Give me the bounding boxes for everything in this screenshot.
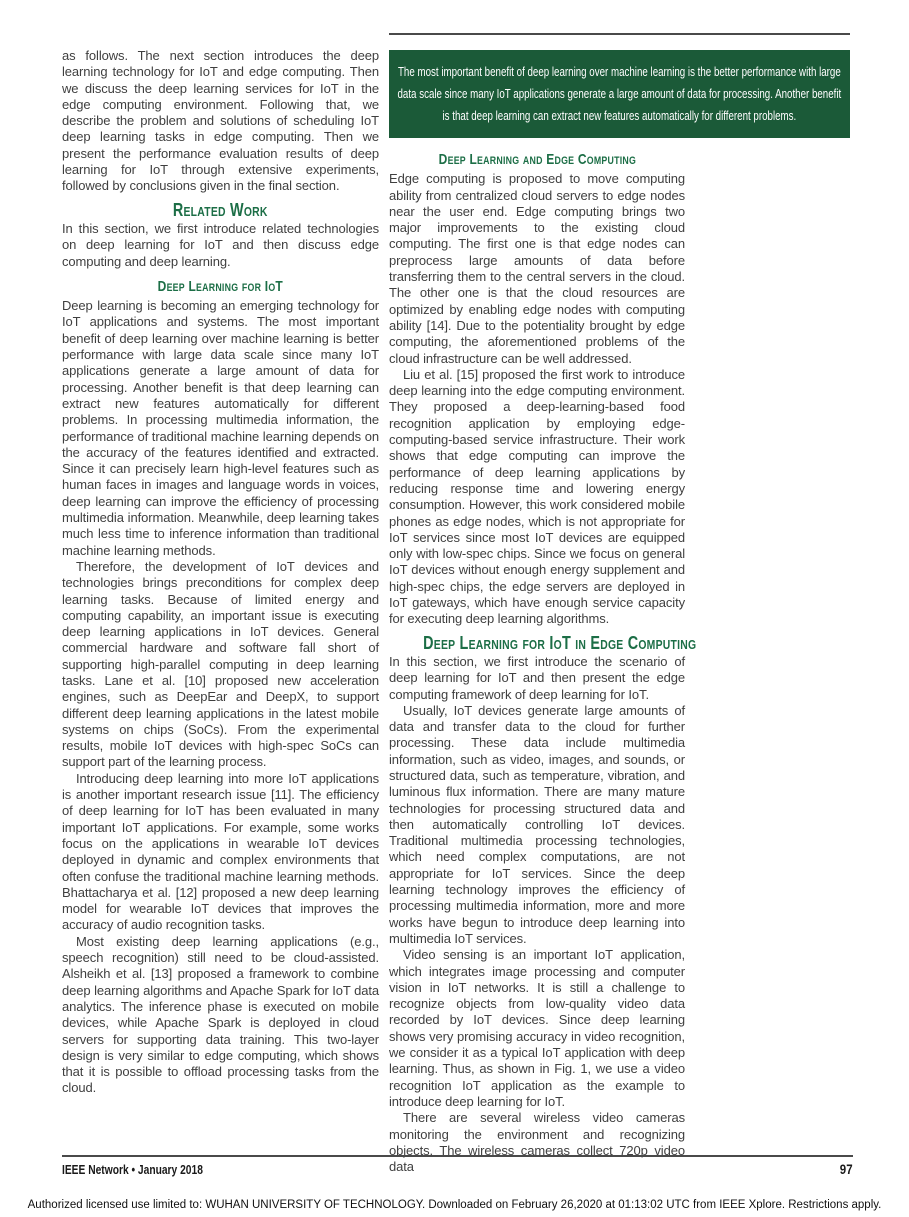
pull-quote-top-rule	[389, 33, 850, 35]
paragraph: There are several wireless video cameras monitoring the environment and recognizing objects. The wireless cameras collect 720p video data	[389, 1110, 685, 1175]
footer-journal-text: IEEE Network • January 2018	[62, 1163, 203, 1177]
paragraph: Edge computing is proposed to move computing ability from centralized cloud servers to edge nodes near the user end. Edge computing brings two major improvements to the existing cloud computing. The first one is that edge nodes can preprocess large amounts of data before transferring them to the central servers in the cloud. The other one is that the cloud resources are optimized by enabling edge nodes with computing ability [14]. Due to the potentiality brought by edge computing, the aforementioned problems of the cloud infrastructure can be well addressed.	[389, 171, 685, 366]
footer-page-number-text: 97	[840, 1161, 853, 1177]
paragraph: Deep learning is becoming an emerging technology for IoT applications and systems. The most important benefit of deep learning over machine learning is better performance with large data scale since many IoT applications generate a large amount of data for processing. Another benefit is that deep learning can extract new features automatically for different problems. In processing multimedia information, the performance of traditional machine learning depends on the accuracy of the features identified and extracted. Since it can precisely learn high-level features such as human faces in images and language words in voices, deep learning can improve the efficiency of processing multimedia information. Meanwhile, deep learning takes much less time to inference information than traditional machine learning methods.	[62, 298, 379, 558]
section-heading-deep-learning-for-iot-in-edge-computing	[389, 632, 697, 653]
sub-heading-text: Deep Learning and Edge Computing	[438, 151, 636, 168]
paragraph: In this section, we first introduce the scenario of deep learning for IoT and then present the edge computing framework of deep learning for IoT.	[389, 653, 685, 702]
paragraph: as follows. The next section introduces the deep learning technology for IoT and edge computing. Then we discuss the deep learning services for IoT in the edge computing environment. Following that, we describe the problem and solutions of scheduling IoT deep learning tasks in edge computing. Then we present the performance evaluation results of deep learning for IoT through extensive experiments, followed by conclusions given in the final section.	[62, 48, 379, 194]
paragraph: In this section, we first introduce related technologies on deep learning for IoT and then discuss edge computing and deep learning.	[62, 220, 379, 269]
paragraph: Introducing deep learning into more IoT applications is another important research issue [11]. The efficiency of deep learning for IoT has been evaluated in many important IoT applications. For example, some works focus on the applications in wearable IoT devices deployed in dynamic and complex environments that often confuse the traditional machine learning methods. Bhattacharya et al. [12] proposed a new deep learning model for wearable IoT devices that improves the accuracy of audio recognition tasks.	[62, 770, 379, 933]
footer-rule	[62, 1155, 853, 1157]
paragraph: Liu et al. [15] proposed the first work to introduce deep learning into the edge computing environment. They proposed a deep-learning-based food recognition application by employing edge-computing-based service infrastructure. Their work shows that edge computing can improve the performance of deep learning applications by reducing response time and lowering energy consumption. However, this work considered mobile phones as edge nodes, which is not appropriate for IoT services since most IoT devices are equipped only with low-spec chips. Since we focus on general IoT devices without enough energy supplement and high-spec chips, the edge servers are deployed in IoT gateways, which have enough service capacity for executing deep learning algorithms.	[389, 366, 685, 627]
license-text: Authorized licensed use limited to: WUHAN UNIVERSITY OF TECHNOLOGY. Downloaded on February 26,2020 at 01:13:02 UTC from IEEE Xplore. Restrictions apply.	[27, 1199, 882, 1211]
paragraph: Therefore, the development of IoT devices and technologies brings preconditions for complex deep learning tasks. Because of limited energy and computing capability, an important issue is executing deep learning applications in IoT devices. General commercial hardware and software fall short of supporting high-parallel computing in deep learning tasks. Lane et al. [10] proposed new acceleration engines, such as DeepEar and DeepX, to support different deep learning applications in the latest mobile systems on chips (SoCs). From the experimental results, mobile IoT devices with high-spec SoCs can support part of the learning process.	[62, 558, 379, 770]
pull-quote-text: The most important benefit of deep learning over machine learning is the better performance with large data scale since many IoT applications generate a large amount of data for processing. Another benefit is that deep learning can extract new features automatically for different problems.	[397, 64, 842, 123]
right-column-text	[389, 151, 697, 1175]
footer-journal	[62, 1163, 234, 1177]
paragraph: Usually, IoT devices generate large amounts of data and transfer data to the cloud for further processing. These data include multimedia information, such as video, images, and sounds, or structured data, such as temperature, vibration, and luminous flux information. There are many mature technologies for processing structured data and then automatically controlling IoT devices. Traditional multimedia processing technologies, which need complex computations, are not appropriate for IoT services. Since the deep learning technology improves the efficiency of processing multimedia information, more and more works have begun to introduce deep learning into multimedia IoT services.	[389, 702, 685, 946]
sub-heading-deep-learning-for-iot	[62, 279, 379, 295]
footer-page-number	[837, 1161, 853, 1177]
section-heading-text: Deep Learning for IoT in Edge Computing	[423, 632, 697, 653]
pull-quote-box	[389, 50, 850, 138]
left-column	[62, 48, 379, 1097]
section-heading-related-work	[62, 199, 379, 220]
section-heading-text: Related Work	[173, 199, 268, 220]
sub-heading-text: Deep Learning for IoT	[157, 277, 284, 295]
right-column	[389, 33, 850, 1175]
sub-heading-deep-learning-and-edge-computing	[389, 152, 685, 168]
paragraph: Most existing deep learning applications (e.g., speech recognition) still need to be cloud-assisted. Alsheikh et al. [13] proposed a framework to combine deep learning algorithms and Apache Spark for IoT data analytics. The inference phase is executed on mobile devices, while Apache Spark is deployed in cloud servers for supporting data training. This two-layer design is very similar to edge computing, which shows that it is possible to offload processing tasks from the cloud.	[62, 933, 379, 1096]
paragraph: Video sensing is an important IoT application, which integrates image processing and computer vision in IoT networks. It is still a challenge to recognize objects from low-quality video data recorded by IoT devices. Since deep learning shows very promising accuracy in video recognition, we consider it as a typical IoT application with deep learning. Thus, as shown in Fig. 1, we use a video recognition IoT application as the example to introduce deep learning for IoT.	[389, 947, 685, 1109]
